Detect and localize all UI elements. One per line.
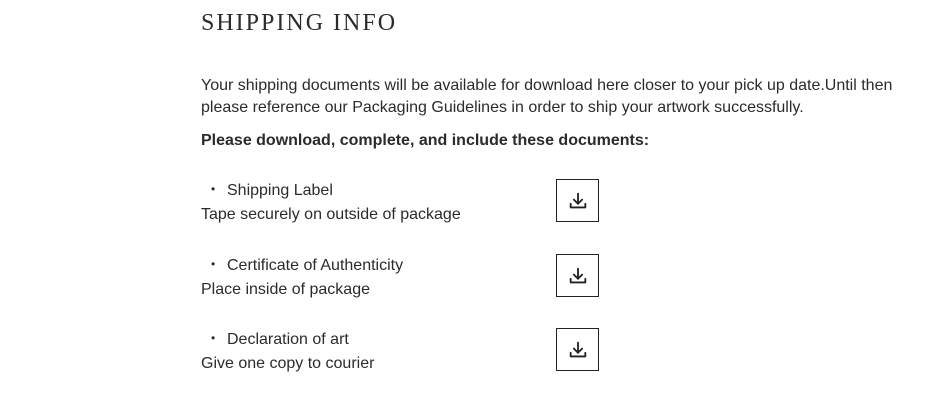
document-name xyxy=(211,179,333,201)
document-item-declaration xyxy=(201,328,621,374)
bullet-icon: • xyxy=(211,182,216,196)
documents-heading: Please download, complete, and include these documents: xyxy=(201,132,650,149)
section-title: SHIPPING INFO xyxy=(201,10,398,36)
document-item-shipping-label xyxy=(201,179,621,225)
document-name xyxy=(211,328,349,350)
document-item-certificate xyxy=(201,254,621,300)
download-declaration-button[interactable] xyxy=(556,328,599,371)
document-description: Give one copy to courier xyxy=(201,355,375,372)
download-icon xyxy=(567,265,589,287)
document-name-label: Certificate of Authenticity xyxy=(227,257,404,274)
document-name-label: Shipping Label xyxy=(227,182,333,199)
bullet-icon: • xyxy=(211,331,216,345)
bullet-icon: • xyxy=(211,257,216,271)
document-name-label: Declaration of art xyxy=(227,331,349,348)
download-icon xyxy=(567,190,589,212)
download-icon xyxy=(567,339,589,361)
download-shipping-label-button[interactable] xyxy=(556,179,599,222)
download-certificate-button[interactable] xyxy=(556,254,599,297)
document-description: Place inside of package xyxy=(201,281,370,298)
document-description: Tape securely on outside of package xyxy=(201,206,461,223)
document-name xyxy=(211,254,403,276)
shipping-intro-text: Your shipping documents will be available for download here closer to your pick up date.Until then please reference our Packaging Guidelines in order to ship your artwork successfully. xyxy=(201,77,893,116)
